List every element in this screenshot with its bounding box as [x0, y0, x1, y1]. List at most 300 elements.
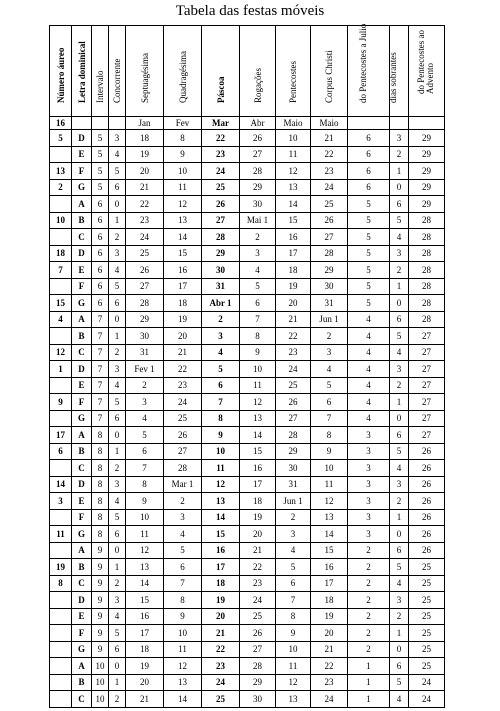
table-cell: 13	[240, 410, 276, 427]
table-cell	[50, 592, 72, 609]
table-cell: 6	[92, 196, 109, 213]
table-cell: 20	[276, 295, 311, 312]
table-cell: 5	[390, 443, 409, 460]
month-cell	[72, 117, 92, 130]
table-cell: 0	[109, 658, 126, 675]
table-cell: 24	[311, 691, 348, 708]
table-cell: 6	[276, 575, 311, 592]
table-cell: 2	[348, 608, 390, 625]
table-cell: 0	[109, 311, 126, 328]
table-cell: G	[72, 179, 92, 196]
table-cell: 7	[92, 344, 109, 361]
table-cell: 8	[92, 526, 109, 543]
table-row	[50, 592, 445, 609]
column-header-label: Rogações	[252, 68, 263, 103]
table-cell: 27	[240, 641, 276, 658]
table-cell: 8	[92, 460, 109, 477]
table-cell: 4	[390, 460, 409, 477]
table-cell: 2	[390, 493, 409, 510]
table-cell: 25	[409, 575, 445, 592]
table-cell: 7	[92, 361, 109, 378]
table-cell: 29	[276, 443, 311, 460]
table-cell: Fev 1	[126, 361, 164, 378]
table-row	[50, 674, 445, 691]
table-cell: 21	[240, 542, 276, 559]
table-cell: 28	[409, 295, 445, 312]
table-cell: C	[72, 691, 92, 708]
table-cell: 0	[109, 542, 126, 559]
table-cell: 22	[276, 328, 311, 345]
table-cell: B	[72, 443, 92, 460]
table-cell: 6	[109, 179, 126, 196]
table-cell: 25	[409, 658, 445, 675]
table-cell: 2	[390, 377, 409, 394]
table-cell: 28	[409, 262, 445, 279]
table-cell	[50, 328, 72, 345]
table-cell: A	[72, 658, 92, 675]
table-cell: 4	[311, 361, 348, 378]
table-cell: 0	[390, 641, 409, 658]
table-cell: 16	[311, 559, 348, 576]
table-cell: 12	[240, 394, 276, 411]
table-cell: 1	[390, 163, 409, 180]
table-cell: 15	[240, 443, 276, 460]
table-cell: 25	[202, 179, 240, 196]
table-cell: 10	[92, 658, 109, 675]
table-cell: 5	[348, 278, 390, 295]
table-cell: 11	[240, 377, 276, 394]
table-cell: 30	[276, 460, 311, 477]
table-cell: 8	[92, 509, 109, 526]
table-cell: 28	[240, 658, 276, 675]
table-cell: 27	[240, 146, 276, 163]
table-cell: 18	[276, 262, 311, 279]
table-cell: 2	[164, 493, 202, 510]
table-cell: 11	[164, 179, 202, 196]
table-cell: 28	[126, 295, 164, 312]
table-cell: 3	[109, 130, 126, 147]
table-cell: 5	[202, 361, 240, 378]
table-cell: 29	[409, 163, 445, 180]
table-cell: E	[72, 377, 92, 394]
table-cell: 6	[202, 377, 240, 394]
table-cell: 31	[126, 344, 164, 361]
table-cell: 27	[409, 427, 445, 444]
table-cell: 12	[311, 493, 348, 510]
table-cell: 15	[164, 245, 202, 262]
table-cell	[50, 410, 72, 427]
table-cell: 22	[202, 130, 240, 147]
table-row	[50, 361, 445, 378]
table-cell: 26	[409, 493, 445, 510]
table-cell: A	[72, 427, 92, 444]
table-cell: 17	[126, 625, 164, 642]
table-cell: 22	[311, 658, 348, 675]
table-cell: 3	[348, 476, 390, 493]
table-cell	[50, 229, 72, 246]
table-cell: Abr 1	[202, 295, 240, 312]
table-cell: 25	[240, 608, 276, 625]
month-cell	[109, 117, 126, 130]
table-cell: 10	[311, 460, 348, 477]
table-cell: 4	[109, 146, 126, 163]
table-cell: 7	[92, 328, 109, 345]
table-cell: 18	[311, 592, 348, 609]
table-cell: G	[72, 526, 92, 543]
table-cell: 5	[348, 262, 390, 279]
table-cell: 29	[409, 196, 445, 213]
table-cell: 11	[311, 476, 348, 493]
table-cell: 6	[390, 427, 409, 444]
table-cell: 2	[109, 575, 126, 592]
table-cell: 23	[240, 575, 276, 592]
table-cell: 4	[348, 361, 390, 378]
table-cell: 5	[50, 130, 72, 147]
table-cell: 6	[109, 295, 126, 312]
table-cell: 26	[126, 262, 164, 279]
column-header-label: do Pentecostes ao Advento	[415, 30, 435, 94]
table-cell: 1	[109, 212, 126, 229]
table-cell: 8	[276, 608, 311, 625]
table-cell: 3	[390, 592, 409, 609]
table-cell: 5	[109, 163, 126, 180]
table-cell: F	[72, 625, 92, 642]
table-cell: 10	[92, 691, 109, 708]
table-cell: 17	[276, 245, 311, 262]
table-cell: 2	[240, 229, 276, 246]
table-cell: 0	[390, 295, 409, 312]
table-cell: 4	[109, 608, 126, 625]
table-cell: 10	[164, 625, 202, 642]
table-cell: 5	[390, 212, 409, 229]
table-row	[50, 229, 445, 246]
table-cell: 9	[92, 575, 109, 592]
table-cell: 1	[348, 658, 390, 675]
table-cell: 27	[202, 212, 240, 229]
table-cell: 31	[311, 295, 348, 312]
table-cell: 25	[202, 691, 240, 708]
table-cell: 3	[348, 427, 390, 444]
table-cell: 30	[202, 262, 240, 279]
table-cell: 6	[50, 443, 72, 460]
table-cell: 4	[50, 311, 72, 328]
table-cell: 6	[92, 245, 109, 262]
month-cell	[348, 117, 390, 130]
table-cell: 27	[311, 229, 348, 246]
table-cell: 8	[164, 130, 202, 147]
table-cell: 25	[409, 625, 445, 642]
table-cell: 3	[50, 493, 72, 510]
table-row	[50, 245, 445, 262]
table-cell: D	[72, 476, 92, 493]
table-row	[50, 658, 445, 675]
column-header-label: Intervalo	[95, 70, 105, 103]
table-cell: 15	[202, 526, 240, 543]
table-cell: 5	[109, 278, 126, 295]
table-cell: 8	[240, 328, 276, 345]
table-cell: 30	[311, 278, 348, 295]
table-row	[50, 262, 445, 279]
table-cell: 2	[348, 559, 390, 576]
table-cell: 9	[92, 542, 109, 559]
table-row	[50, 493, 445, 510]
table-cell: 5	[390, 328, 409, 345]
table-cell: 9	[92, 559, 109, 576]
table-cell: 12	[276, 674, 311, 691]
table-row	[50, 410, 445, 427]
table-cell: 24	[409, 674, 445, 691]
table-cell: F	[72, 163, 92, 180]
table-cell: 20	[126, 674, 164, 691]
table-cell: 18	[50, 245, 72, 262]
table-cell	[50, 196, 72, 213]
table-cell: 4	[276, 542, 311, 559]
column-header-label: Corpus Christi	[324, 50, 334, 103]
table-cell: 13	[202, 493, 240, 510]
table-cell: 26	[409, 526, 445, 543]
table-cell: 5	[390, 559, 409, 576]
table-cell	[50, 674, 72, 691]
table-cell: 19	[240, 509, 276, 526]
table-cell: 5	[240, 278, 276, 295]
table-cell: E	[72, 493, 92, 510]
table-cell: 6	[92, 212, 109, 229]
table-cell: 22	[164, 361, 202, 378]
table-cell: 29	[240, 179, 276, 196]
table-cell: 3	[240, 245, 276, 262]
table-cell: 21	[311, 130, 348, 147]
table-cell: 7	[202, 394, 240, 411]
table-cell: 8	[92, 493, 109, 510]
table-cell: 13	[311, 509, 348, 526]
table-row	[50, 163, 445, 180]
month-cell: Maio	[311, 117, 348, 130]
table-cell: 15	[276, 212, 311, 229]
table-cell: 27	[409, 328, 445, 345]
month-cell: Maio	[276, 117, 311, 130]
table-row	[50, 212, 445, 229]
table-cell	[50, 509, 72, 526]
table-cell: 28	[240, 163, 276, 180]
table-cell: 4	[109, 493, 126, 510]
table-cell: 27	[126, 278, 164, 295]
table-cell: 24	[202, 163, 240, 180]
table-cell: 10	[240, 361, 276, 378]
table-cell	[50, 460, 72, 477]
table-cell: 19	[50, 559, 72, 576]
table-cell: 9	[311, 443, 348, 460]
table-cell: 26	[202, 196, 240, 213]
table-cell: D	[72, 130, 92, 147]
table-cell: 3	[276, 526, 311, 543]
table-cell: 9	[126, 493, 164, 510]
table-cell: 19	[202, 592, 240, 609]
table-cell: 10	[126, 509, 164, 526]
table-cell: 9	[164, 146, 202, 163]
table-row	[50, 146, 445, 163]
column-header	[348, 23, 390, 117]
table-row	[50, 278, 445, 295]
table-cell: 24	[409, 691, 445, 708]
table-cell: 29	[409, 146, 445, 163]
page-title: Tabela das festas móveis	[175, 3, 325, 19]
table-cell: 13	[276, 179, 311, 196]
table-cell: 1	[109, 443, 126, 460]
table-cell: 5	[109, 509, 126, 526]
table-cell: 3	[109, 361, 126, 378]
table-cell: 9	[50, 394, 72, 411]
table-cell: 14	[126, 575, 164, 592]
table-cell: 15	[50, 295, 72, 312]
table-cell: 6	[164, 559, 202, 576]
table-cell: 3	[390, 130, 409, 147]
table-cell: 7	[276, 592, 311, 609]
table-cell: 12	[164, 196, 202, 213]
table-cell: 3	[109, 245, 126, 262]
table-cell: 30	[240, 691, 276, 708]
table-cell: Mai 1	[240, 212, 276, 229]
table-row	[50, 542, 445, 559]
table-cell: 20	[202, 608, 240, 625]
table-cell: Mar 1	[164, 476, 202, 493]
table-cell	[50, 146, 72, 163]
table-cell: 23	[311, 674, 348, 691]
table-row	[50, 460, 445, 477]
column-header-label: Pentecostes	[288, 61, 298, 103]
table-cell: 2	[348, 542, 390, 559]
table-cell: 9	[240, 344, 276, 361]
table-cell: 23	[126, 212, 164, 229]
table-cell: 6	[348, 130, 390, 147]
table-cell: 4	[348, 377, 390, 394]
table-cell: 14	[311, 526, 348, 543]
table-cell: 13	[164, 212, 202, 229]
table-cell: 27	[409, 361, 445, 378]
table-cell: 4	[109, 377, 126, 394]
table-row	[50, 311, 445, 328]
table-row	[50, 526, 445, 543]
table-cell: 17	[164, 278, 202, 295]
table-cell: F	[72, 509, 92, 526]
table-cell: 8	[202, 410, 240, 427]
month-cell: Fev	[164, 117, 202, 130]
table-cell: 1	[390, 278, 409, 295]
table-cell: 29	[240, 674, 276, 691]
table-row	[50, 196, 445, 213]
table-cell: B	[72, 559, 92, 576]
table-cell: B	[72, 328, 92, 345]
table-cell: 2	[126, 377, 164, 394]
table-cell: 17	[50, 427, 72, 444]
table-row	[50, 179, 445, 196]
column-header-label: Septuagésima	[139, 53, 150, 103]
table-cell: 20	[311, 625, 348, 642]
table-cell: 2	[109, 460, 126, 477]
table-cell: 5	[348, 196, 390, 213]
table-cell: 4	[109, 262, 126, 279]
table-cell: 7	[92, 410, 109, 427]
table-cell: 2	[348, 625, 390, 642]
table-cell: 18	[202, 575, 240, 592]
table-cell: 23	[202, 146, 240, 163]
table-cell: 28	[409, 245, 445, 262]
table-cell: 5	[164, 542, 202, 559]
table-cell: 4	[348, 328, 390, 345]
table-cell	[50, 278, 72, 295]
table-cell: 7	[240, 311, 276, 328]
table-cell: 14	[164, 229, 202, 246]
table-cell: 1	[390, 625, 409, 642]
table-cell: 4	[240, 262, 276, 279]
table-cell: 0	[390, 526, 409, 543]
table-cell: 2	[50, 179, 72, 196]
table-cell: 21	[202, 625, 240, 642]
table-cell: 5	[92, 130, 109, 147]
table-cell: 24	[276, 361, 311, 378]
table-cell: 4	[348, 410, 390, 427]
table-cell: 17	[202, 559, 240, 576]
table-cell: 0	[390, 179, 409, 196]
table-cell: 6	[390, 196, 409, 213]
table-cell: 2	[202, 311, 240, 328]
table-cell: 7	[92, 377, 109, 394]
table-cell: 2	[348, 592, 390, 609]
table-row	[50, 328, 445, 345]
column-header	[311, 26, 348, 117]
table-row	[50, 443, 445, 460]
column-header	[126, 26, 164, 117]
table-cell: 24	[202, 674, 240, 691]
table-cell: B	[72, 212, 92, 229]
table-cell: 5	[92, 163, 109, 180]
month-cell: Abr	[240, 117, 276, 130]
table-cell: 3	[390, 476, 409, 493]
table-cell: 3	[348, 443, 390, 460]
table-cell: 31	[276, 476, 311, 493]
table-cell: 25	[311, 196, 348, 213]
table-cell: B	[72, 674, 92, 691]
table-cell: 6	[348, 163, 390, 180]
table-cell: 30	[126, 328, 164, 345]
table-cell: 28	[276, 427, 311, 444]
table-cell: 4	[390, 691, 409, 708]
table-cell: 5	[109, 394, 126, 411]
month-cell: 16	[50, 117, 72, 130]
column-header	[164, 26, 202, 117]
table-cell: C	[72, 575, 92, 592]
table-cell: 11	[50, 526, 72, 543]
table-cell	[50, 658, 72, 675]
month-cell	[92, 117, 109, 130]
table-cell: 26	[164, 427, 202, 444]
table-cell: 3	[390, 245, 409, 262]
table-cell: Jun 1	[311, 311, 348, 328]
table-row	[50, 608, 445, 625]
table-cell: 9	[276, 625, 311, 642]
table-cell: 13	[50, 163, 72, 180]
table-cell: 9	[202, 427, 240, 444]
table-row	[50, 575, 445, 592]
table-cell: 11	[126, 526, 164, 543]
table-cell: 29	[126, 311, 164, 328]
table-cell: 19	[164, 311, 202, 328]
table-cell: 23	[276, 344, 311, 361]
column-header	[72, 26, 92, 117]
table-cell: 29	[409, 179, 445, 196]
table-cell: 29	[202, 245, 240, 262]
table-cell: 3	[109, 476, 126, 493]
table-cell: 9	[92, 641, 109, 658]
